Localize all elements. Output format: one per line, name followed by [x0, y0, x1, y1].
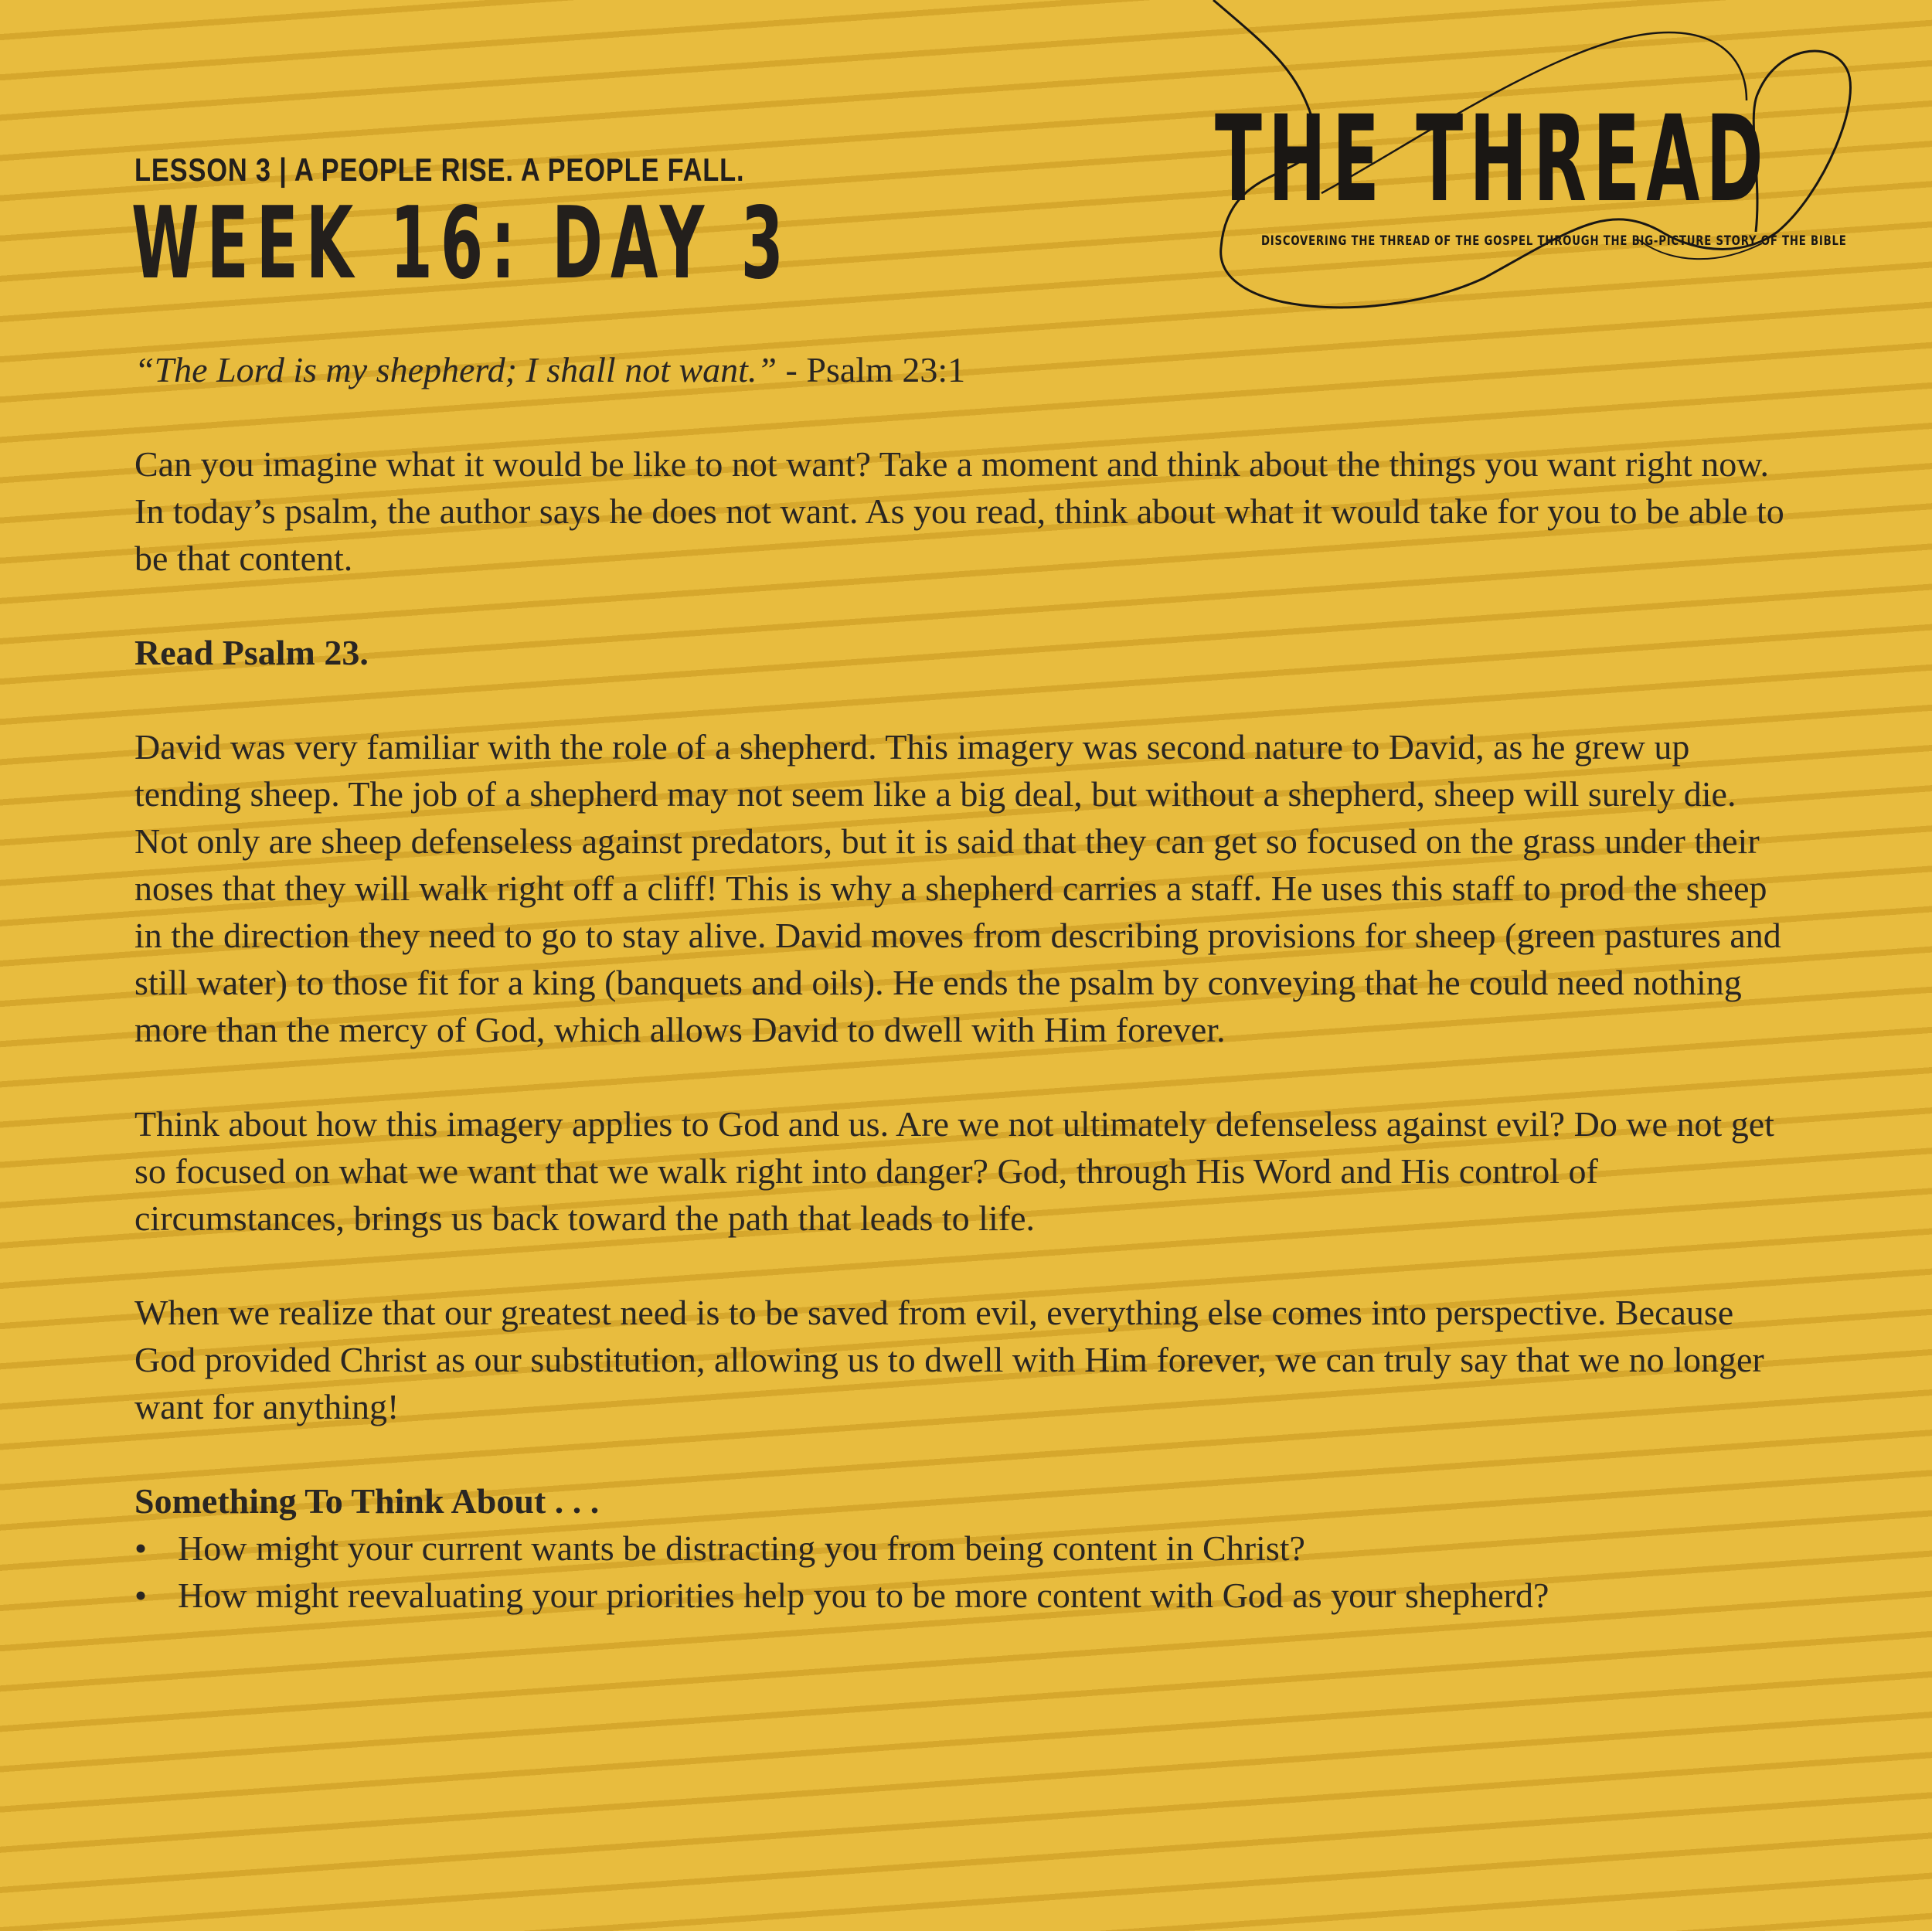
body-paragraph: Think about how this imagery applies to God and us. Are we not ultimately defenseless against evil? Do we not get so focused on what we want that we walk right into danger? God, through His Word and His control of circumstances, brings us back toward the path that leads to life. — [134, 1104, 1774, 1238]
scripture-quote — [134, 346, 1796, 393]
quote-text: “The Lord is my shepherd; I shall not want.” — [134, 350, 777, 389]
lesson-label: LESSON 3 | A PEOPLE RISE. A PEOPLE FALL. — [134, 151, 745, 188]
list-item-text: How might reevaluating your priorities help you to be more content with God as your shepherd? — [178, 1576, 1549, 1615]
devotional-content — [134, 346, 1796, 1619]
body-paragraph: When we realize that our greatest need is to be saved from evil, everything else comes into perspective. Because God provided Christ as our substitution, allowing us to dwell with Him forever, we can truly say that we no longer want for anything! — [134, 1293, 1764, 1426]
reflection-heading: Something To Think About . . . — [134, 1481, 600, 1521]
list-item-text: How might your current wants be distracting you from being content in Christ? — [178, 1528, 1305, 1568]
logo-title: THE THREAD — [1215, 90, 1770, 229]
bullet-icon: • — [134, 1528, 148, 1568]
bullet-icon: • — [134, 1576, 148, 1615]
logo-subtitle: DISCOVERING THE THREAD OF THE GOSPEL THROUGH THE BIG-PICTURE STORY OF THE BIBLE — [1261, 233, 1847, 249]
page-title: WEEK 16: DAY 3 — [131, 186, 791, 301]
intro-paragraph: Can you imagine what it would be like to not want? Take a moment and think about the things you want right now. In today’s psalm, the author says he does not want. As you read, think about what it would take for you to be able to be that content. — [134, 444, 1784, 578]
quote-reference: - Psalm 23:1 — [777, 350, 966, 389]
brand-logo — [1206, 0, 1870, 325]
list-item — [134, 1572, 1796, 1619]
list-item — [134, 1525, 1796, 1572]
read-instruction: Read Psalm 23. — [134, 633, 369, 672]
body-paragraph: David was very familiar with the role of a shepherd. This imagery was second nature to David, as he grew up tending sheep. The job of a shepherd may not seem like a big deal, but without a shepherd, sheep will surely die. Not only are sheep defenseless against predators, but it is said that they can get so focused on the grass under their noses that they will walk right off a cliff! This is why a shepherd carries a staff. He uses this staff to prod the sheep in the direction they need to go to stay alive. David moves from describing provisions for sheep (green pastures and still water) to those fit for a king (banquets and oils). He ends the psalm by conveying that he could need nothing more than the mercy of God, which allows David to dwell with Him forever. — [134, 727, 1781, 1049]
reflection-list — [134, 1525, 1796, 1619]
